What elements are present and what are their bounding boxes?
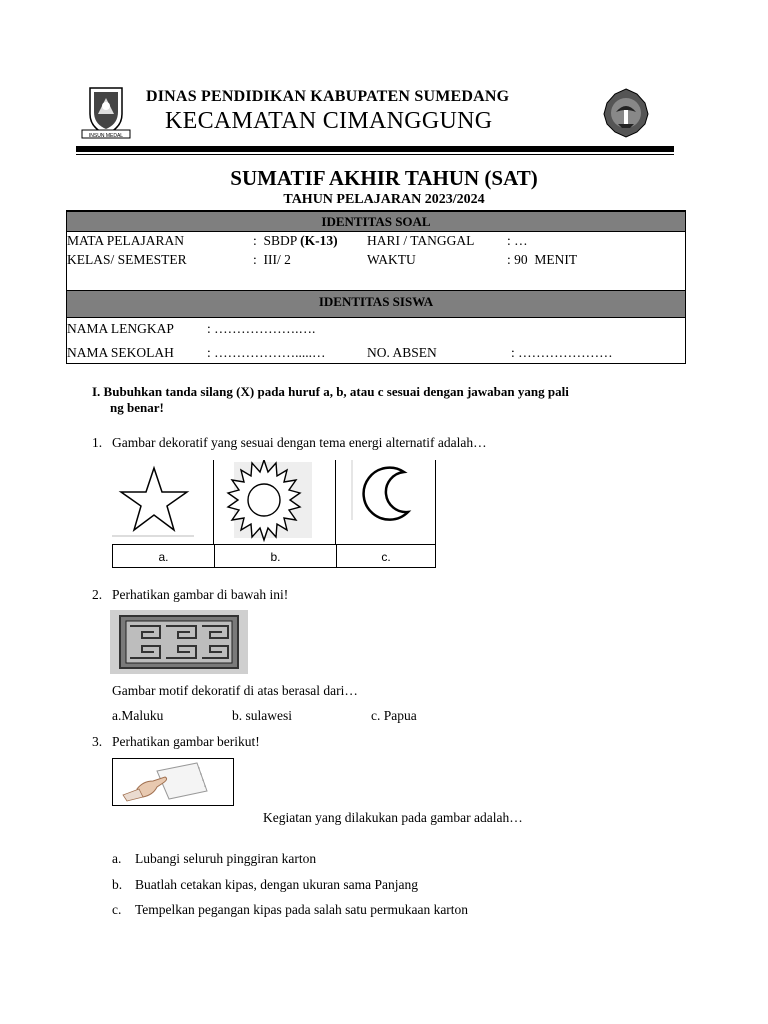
instruction-line-1: I. Bubuhkan tanda silang (X) pada huruf a, b, atau c sesuai dengan jawaban yang pali bbox=[92, 384, 569, 399]
regency-crest-icon bbox=[80, 84, 132, 140]
question-1-number: 1. bbox=[92, 435, 103, 450]
mata-pelajaran-label: MATA PELAJARAN bbox=[67, 233, 185, 248]
question-1-options bbox=[112, 460, 436, 568]
no-absen-value: : ………………… bbox=[511, 345, 613, 360]
option-b-label[interactable]: b. bbox=[214, 544, 336, 568]
hand-punching-cardboard-image bbox=[112, 758, 234, 806]
exam-title: SUMATIF AKHIR TAHUN (SAT) bbox=[230, 166, 538, 190]
question-2-option-b[interactable]: b. sulawesi bbox=[232, 708, 292, 723]
question-2-followup: Gambar motif dekoratif di atas berasal dari… bbox=[112, 683, 358, 698]
identity-box bbox=[66, 210, 686, 364]
question-2-text: Perhatikan gambar di bawah ini! bbox=[112, 587, 289, 602]
nama-lengkap-value: : ……………….…. bbox=[207, 321, 316, 336]
identitas-soal-heading: IDENTITAS SOAL bbox=[67, 211, 685, 232]
mata-pelajaran-value: : SBDP (K-13) bbox=[253, 233, 338, 248]
kelas-semester-value: : III/ 2 bbox=[253, 252, 291, 267]
hari-tanggal-value: : … bbox=[507, 233, 528, 248]
question-3-option-c[interactable] bbox=[112, 902, 468, 918]
option-text: Buatlah cetakan kipas, dengan ukuran sama Panjang bbox=[135, 877, 419, 892]
question-2-option-a[interactable]: a.Maluku bbox=[112, 708, 164, 723]
option-a-image[interactable] bbox=[112, 460, 214, 544]
header-rule-thin bbox=[76, 154, 674, 155]
option-c-label[interactable]: c. bbox=[336, 544, 436, 568]
option-letter: a. bbox=[112, 851, 122, 866]
kelas-semester-label: KELAS/ SEMESTER bbox=[67, 252, 187, 267]
decorative-motif-image bbox=[110, 610, 248, 674]
organization-name: DINAS PENDIDIKAN KABUPATEN SUMEDANG bbox=[146, 88, 510, 105]
star-icon bbox=[121, 468, 187, 530]
school-year: TAHUN PELAJARAN 2023/2024 bbox=[283, 192, 485, 207]
question-3-number: 3. bbox=[92, 734, 103, 749]
instruction-line-2: ng benar! bbox=[110, 400, 164, 415]
option-text: Lubangi seluruh pinggiran karton bbox=[135, 851, 317, 866]
option-b-image[interactable] bbox=[214, 460, 336, 544]
option-a-label[interactable]: a. bbox=[112, 544, 214, 568]
question-2-number: 2. bbox=[92, 587, 103, 602]
identitas-siswa-heading: IDENTITAS SISWA bbox=[67, 290, 685, 318]
question-1-text: Gambar dekoratif yang sesuai dengan tema energi alternatif adalah… bbox=[112, 435, 487, 450]
tut-wuri-handayani-logo-icon bbox=[600, 88, 652, 138]
nama-sekolah-label: NAMA SEKOLAH bbox=[67, 345, 174, 360]
question-3-text: Perhatikan gambar berikut! bbox=[112, 734, 260, 749]
crest-caption: INSUN MEDAL bbox=[88, 133, 124, 139]
nama-lengkap-label: NAMA LENGKAP bbox=[67, 321, 174, 336]
hari-tanggal-label: HARI / TANGGAL bbox=[367, 233, 475, 248]
district-name: KECAMATAN CIMANGGUNG bbox=[165, 108, 493, 134]
waktu-value: : 90 MENIT bbox=[507, 252, 578, 267]
option-text: Tempelkan pegangan kipas pada salah satu permukaan karton bbox=[135, 902, 469, 917]
nama-sekolah-value: : ……………….....… bbox=[207, 345, 326, 360]
crescent-moon-icon bbox=[364, 468, 408, 520]
question-3-option-b[interactable] bbox=[112, 877, 418, 893]
header-rule bbox=[76, 146, 674, 152]
waktu-label: WAKTU bbox=[367, 252, 416, 267]
section-instruction bbox=[92, 384, 677, 416]
option-c-image[interactable] bbox=[336, 460, 436, 544]
option-letter: c. bbox=[112, 902, 122, 917]
question-3-followup: Kegiatan yang dilakukan pada gambar adalah… bbox=[263, 810, 523, 825]
option-letter: b. bbox=[112, 877, 123, 892]
no-absen-label: NO. ABSEN bbox=[367, 345, 437, 360]
question-2-option-c[interactable]: c. Papua bbox=[371, 708, 417, 723]
question-3-option-a[interactable] bbox=[112, 851, 316, 867]
